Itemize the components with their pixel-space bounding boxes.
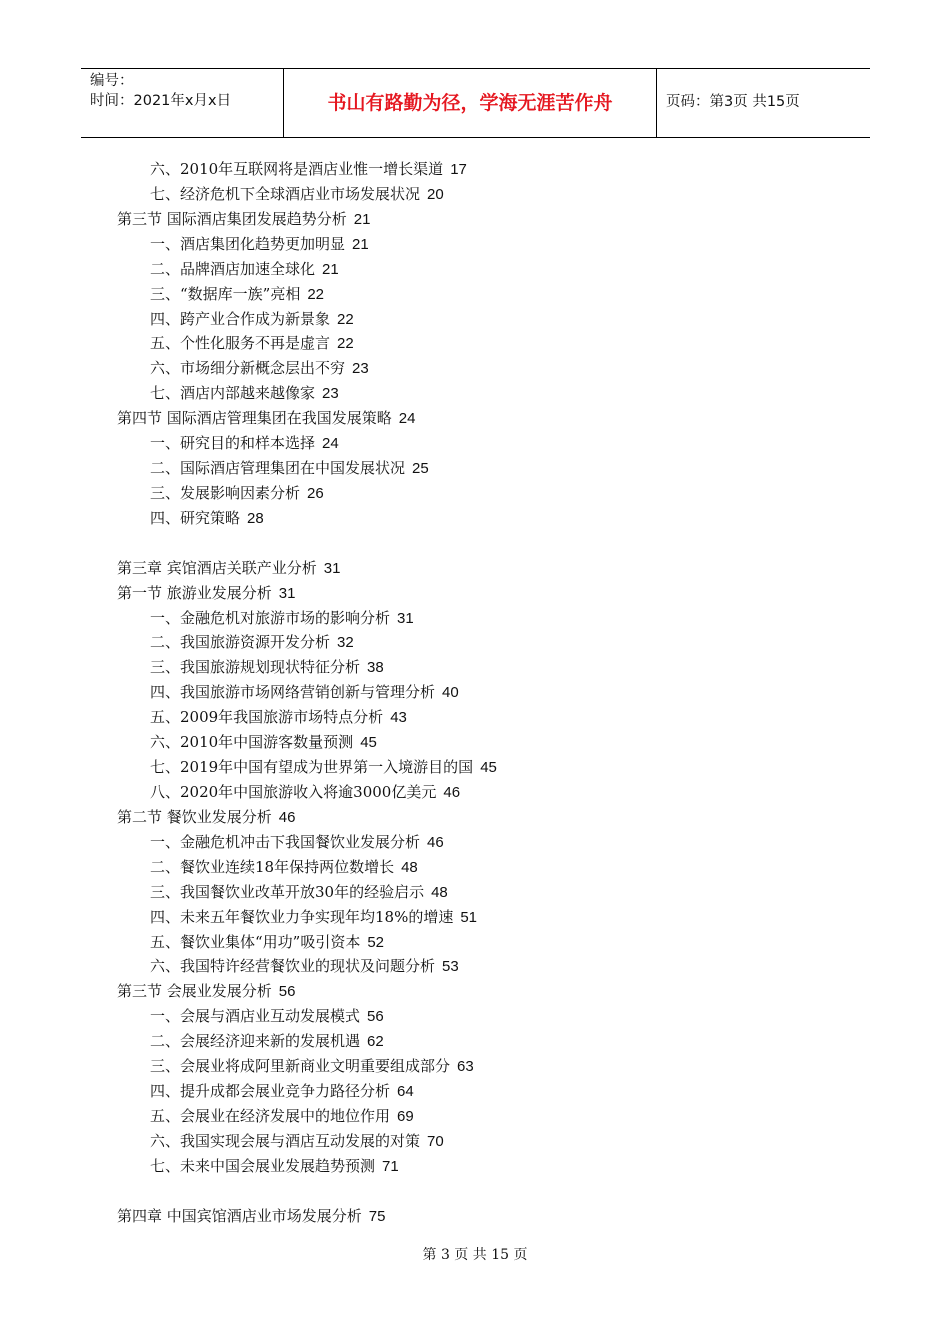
page-footer [0,1246,950,1264]
toc-entry-title: 第四章 中国宾馆酒店业市场发展分析 [117,1206,362,1225]
toc-subsection-entry [150,483,324,503]
header-meta-cell [81,69,283,137]
toc-entry-page: 48 [431,883,448,901]
toc-section-entry [117,1206,385,1226]
toc-entry-title: 三、发展影响因素分析 [150,483,301,502]
toc-entry-title: 一、研究目的和样本选择 [150,434,316,453]
toc-entry-page: 38 [367,659,384,677]
toc-subsection-entry [150,234,369,254]
toc-entry-page: 23 [322,385,339,403]
toc-section-entry [117,408,415,428]
toc-entry-title: 三、我国餐饮业改革开放30年的经验启示 [150,882,425,901]
toc-subsection-entry [150,284,324,304]
toc-entry-page: 53 [442,958,459,976]
toc-entry-page: 56 [278,983,296,1001]
toc-subsection-entry [150,184,444,204]
toc-entry-title: 四、提升成都会展业竞争力路径分析 [150,1082,391,1101]
toc-subsection-entry [150,907,477,927]
toc-entry-page: 40 [442,684,459,702]
toc-entry-page: 75 [368,1207,386,1225]
toc-entry-title: 一、金融危机对旅游市场的影响分析 [150,608,391,627]
toc-entry-page: 56 [367,1008,384,1026]
toc-entry-page: 46 [427,833,444,851]
toc-subsection-entry [150,309,354,329]
toc-entry-page: 43 [390,709,407,727]
toc-entry-title: 四、未来五年餐饮业力争实现年均18%的增速 [150,907,454,926]
toc-entry-page: 22 [337,310,354,328]
toc-entry-title: 第二节 餐饮业发展分析 [117,807,272,826]
toc-subsection-entry [150,757,497,777]
toc-entry-title: 五、会展业在经济发展中的地位作用 [150,1106,391,1125]
toc-subsection-entry [150,333,354,353]
toc-entry-title: 四、跨产业合作成为新景象 [150,309,331,328]
toc-subsection-entry [150,159,467,179]
toc-entry-title: 第四节 国际酒店管理集团在我国发展策略 [117,409,392,428]
toc-entry-page: 31 [397,609,414,627]
toc-subsection-entry [150,1006,384,1026]
toc-subsection-entry [150,1156,399,1176]
toc-entry-page: 23 [352,360,369,378]
toc-subsection-entry [150,1031,384,1051]
toc-entry-page: 69 [397,1107,414,1125]
toc-entry-title: 二、餐饮业连续18年保持两位数增长 [150,857,395,876]
toc-entry-page: 45 [480,759,497,777]
toc-entry-title: 六、我国实现会展与酒店互动发展的对策 [150,1131,421,1150]
toc-subsection-entry [150,358,369,378]
toc-subsection-entry [150,657,384,677]
toc-entry-page: 24 [322,435,339,453]
toc-subsection-entry [150,932,384,952]
toc-section-entry [117,209,370,229]
toc-entry-page: 31 [323,559,341,577]
toc-entry-page: 24 [398,410,416,428]
toc-section-entry [117,583,295,603]
toc-entry-title: 五、个性化服务不再是虚言 [150,334,331,353]
toc-entry-title: 第一节 旅游业发展分析 [117,583,272,602]
toc-entry-title: 七、未来中国会展业发展趋势预测 [150,1156,376,1175]
toc-subsection-entry [150,707,407,727]
toc-entry-title: 六、市场细分新概念层出不穷 [150,359,346,378]
toc-subsection-entry [150,782,460,802]
toc-entry-title: 四、研究策略 [150,508,241,527]
toc-subsection-entry [150,682,459,702]
toc-entry-title: 五、餐饮业集体“用功”吸引资本 [150,932,361,951]
toc-subsection-entry [150,259,339,279]
toc-subsection-entry [150,632,354,652]
toc-entry-title: 三、“数据库一族”亮相 [150,284,301,303]
toc-entry-title: 六、2010年中国游客数量预测 [150,733,354,752]
toc-entry-page: 26 [307,484,324,502]
toc-subsection-entry [150,508,264,528]
toc-entry-title: 六、我国特许经营餐饮业的现状及问题分析 [150,957,436,976]
toc-entry-page: 28 [247,509,264,527]
toc-entry-page: 17 [450,161,467,178]
toc-entry-title: 二、我国旅游资源开发分析 [150,633,331,652]
toc-entry-title: 七、2019年中国有望成为世界第一入境游目的国 [150,758,474,777]
toc-entry-title: 七、经济危机下全球酒店业市场发展状况 [150,184,421,203]
number-label: 编号： [90,73,134,89]
toc-entry-title: 第三章 宾馆酒店关联产业分析 [117,558,317,577]
toc-section-entry [117,981,295,1001]
header-page-code: 页码：第3页 共15页 [666,94,800,110]
toc-entry-page: 64 [397,1083,414,1101]
toc-entry-page: 52 [367,933,385,951]
toc-entry-page: 32 [337,634,354,652]
toc-entry-page: 46 [443,784,461,801]
toc-entry-title: 六、2010年互联网将是酒店业惟一增长渠道 [150,160,444,178]
document-header [81,68,870,138]
toc-entry-page: 22 [337,335,354,353]
motto-text: 书山有路勤为径，学海无涯苦作舟 [327,92,613,114]
toc-entry-title: 二、会展经济迎来新的发展机遇 [150,1032,361,1051]
toc-entry-page: 21 [322,260,339,278]
toc-entry-page: 48 [401,858,418,876]
toc-subsection-entry [150,857,418,877]
toc-entry-title: 二、国际酒店管理集团在中国发展状况 [150,459,406,478]
toc-entry-page: 63 [457,1058,474,1076]
toc-entry-title: 一、会展与酒店业互动发展模式 [150,1007,361,1026]
toc-entry-title: 第三节 国际酒店集团发展趋势分析 [117,209,347,228]
header-motto-cell [283,69,657,137]
toc-entry-title: 一、酒店集团化趋势更加明显 [150,234,346,253]
toc-subsection-entry [150,458,429,478]
toc-subsection-entry [150,1056,474,1076]
toc-entry-page: 21 [352,235,369,253]
toc-entry-page: 22 [307,285,325,303]
toc-entry-title: 三、会展业将成阿里新商业文明重要组成部分 [150,1057,451,1076]
footer-page-number: 第 3 页 共 15 页 [422,1247,528,1263]
toc-section-entry [117,558,340,578]
toc-subsection-entry [150,732,377,752]
toc-entry-page: 70 [427,1132,444,1150]
toc-entry-page: 20 [427,185,444,203]
time-label: 时间：2021年x月x日 [90,93,232,109]
toc-entry-page: 51 [460,908,478,926]
toc-subsection-entry [150,1106,414,1126]
toc-entry-page: 71 [382,1157,399,1175]
header-page-cell [657,69,870,137]
toc-entry-page: 62 [367,1033,384,1051]
toc-entry-title: 八、2020年中国旅游收入将逾3000亿美元 [150,783,437,801]
toc-entry-title: 五、2009年我国旅游市场特点分析 [150,708,384,727]
toc-section-entry [117,807,295,827]
toc-entry-page: 46 [278,808,296,826]
toc-entry-page: 25 [412,460,429,478]
toc-entry-title: 一、金融危机冲击下我国餐饮业发展分析 [150,832,421,851]
toc-entry-page: 21 [353,210,371,228]
toc-entry-title: 二、品牌酒店加速全球化 [150,259,316,278]
toc-subsection-entry [150,1131,444,1151]
toc-entry-page: 31 [278,584,296,602]
toc-entry-title: 三、我国旅游规划现状特征分析 [150,658,361,677]
toc-subsection-entry [150,383,339,403]
toc-subsection-entry [150,956,459,976]
toc-subsection-entry [150,882,448,902]
toc-entry-title: 七、酒店内部越来越像家 [150,384,316,403]
toc-subsection-entry [150,433,339,453]
toc-entry-title: 四、我国旅游市场网络营销创新与管理分析 [150,683,436,702]
toc-entry-page: 45 [360,734,377,752]
toc-subsection-entry [150,1081,414,1101]
toc-entry-title: 第三节 会展业发展分析 [117,982,272,1001]
toc-subsection-entry [150,608,414,628]
toc-subsection-entry [150,832,444,852]
